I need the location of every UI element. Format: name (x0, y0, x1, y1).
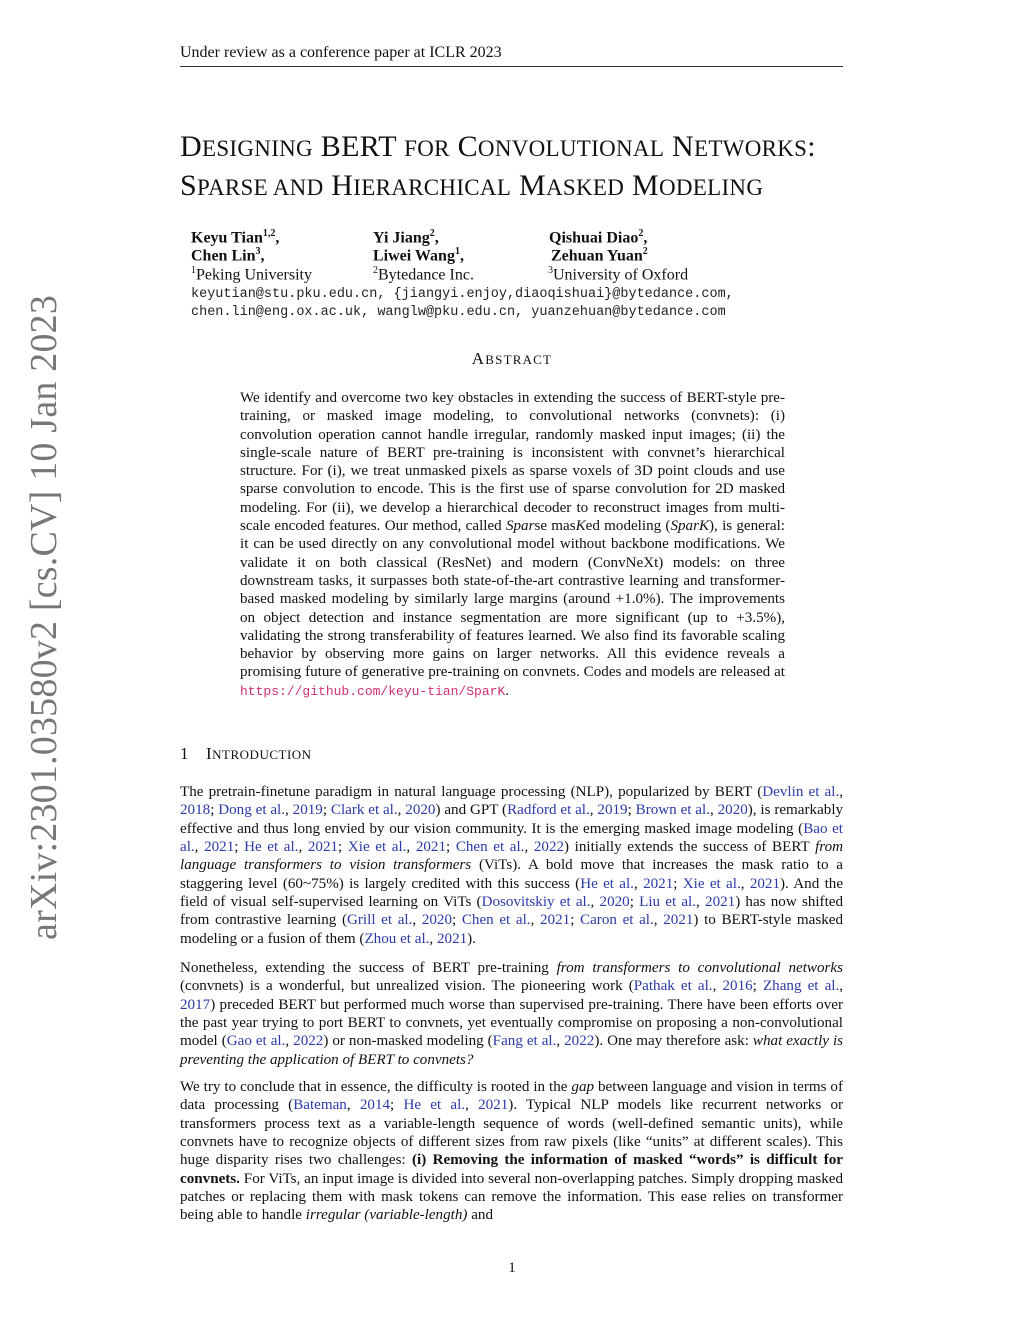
arxiv-watermark: arXiv:2301.03580v2 [cs.CV] 10 Jan 2023 (23, 294, 65, 940)
header-rule (180, 66, 843, 67)
intro-paragraph-2: Nonetheless, extending the success of BERT pre-training from transformers to convolutional networks (convnets) is a wonderful, but unrealized vision. The pioneering work (Pathak et al., 2016; Zhang et al., 2017) preceded BERT but performed much worse than supervised pre-training. There have been efforts over the past year trying to port BERT to convnets, yet eventually compromise on proposing a non-convolutional model (Gao et al., 2022) or non-masked modeling (Fang et al., 2022). One may therefore ask: what exactly is preventing the application of BERT to convnets? (180, 960, 844, 1068)
code-link[interactable]: https://github.com/keyu-tian/SparK (240, 683, 506, 699)
section-heading-introduction: 1 INTRODUCTION (180, 744, 312, 763)
author-yi-jiang: Yi Jiang$^2$, (373, 228, 439, 247)
author-liwei-wang: Liwei Wang$^1$, (373, 246, 464, 265)
affiliation-oxford: $^3$University of Oxford (548, 265, 689, 284)
paper-title (180, 128, 860, 206)
abstract-body: We identify and overcome two key obstacles in extending the success of BERT-style pre-training, or masked image modeling, to convolutional networks (convnets): (i) convolution operation cannot handle irregular, randomly masked input images; (ii) the single-scale nature of BERT pre-training is inconsistent with convnet’s hierarchical structure. For (i), we treat unmasked pixels as sparse voxels of 3D point clouds and use sparse convolution to encode. This is the first use of sparse convolution for 2D masked modeling. For (ii), we develop a hierarchical decoder to reconstruct images from multi-scale encoded features. Our method, called Sparse masKed modeling (SparK), is general: it can be used directly on any convolutional model without backbone modifications. We validate it on both classical (ResNet) and modern (ConvNeXt) models: on three downstream tasks, it surpasses both state-of-the-art contrastive learning and transformer-based masked modeling by similarly large margins (around +1.0%). The improvements on object detection and instance segmentation are more significant (up to +3.5%), validating the strong transferability of features learned. We also find its favorable scaling behavior by observing more gains on larger networks. All this evidence reveals a promising future of generative pre-training on convnets. Codes and models are released at https://github.com/keyu-tian/SparK. (240, 390, 785, 699)
title-line-1: DESIGNING BERT FOR CONVOLUTIONAL NETWORKS: (180, 130, 816, 163)
affiliation-bytedance: $^2$Bytedance Inc. (373, 265, 474, 284)
running-header: Under review as a conference paper at ICLR 2023 (180, 44, 502, 61)
emails-line-2: chen.lin@eng.ox.ac.uk, wanglw@pku.edu.cn, yuanzehuan@bytedance.com (191, 305, 726, 320)
page-number: 1 (508, 1260, 516, 1276)
author-chen-lin: Chen Lin$^3$, (191, 246, 265, 265)
affiliation-peking: $^1$Peking University (191, 265, 312, 284)
emails-line-1: keyutian@stu.pku.edu.cn, {jiangyi.enjoy,diaoqishuai}@bytedance.com, (191, 287, 734, 302)
author-zehuan-yuan: Zehuan Yuan$^2$ (551, 246, 648, 265)
intro-paragraph-3: We try to conclude that in essence, the difficulty is rooted in the gap between language and vision in terms of data processing (Bateman, 2014; He et al., 2021). Typical NLP models like recurrent networks or transformers process text as a variable-length sequence of words (well-defined semantic units), while convnets have to recognize objects of different sizes from raw pixels (like “units” at different scales). This huge disparity rises two challenges: (i) Removing the information of masked “words” is difficult for convnets. For ViTs, an input image is divided into several non-overlapping patches. Simply dropping masked patches or replacing them with mask tokens can remove the information. This ease relies on transformer being able to handle irregular (variable-length) and (180, 1079, 844, 1224)
abstract-heading: ABSTRACT (471, 349, 553, 368)
title-line-2: SPARSE AND HIERARCHICAL MASKED MODELING (180, 169, 764, 202)
author-keyu-tian: Keyu Tian$^{1,2}$, (191, 228, 280, 247)
author-qishuai-diao: Qishuai Diao$^2$, (549, 228, 648, 247)
intro-paragraph-1: The pretrain-finetune paradigm in natural language processing (NLP), popularized by BERT (Devlin et al., 2018; Dong et al., 2019; Clark et al., 2020) and GPT (Radford et al., 2019; Brown et al., 2020), is remarkably effective and thus long envied by our vision community. It is the emerging masked image modeling (Bao et al., 2021; He et al., 2021; Xie et al., 2021; Chen et al., 2022) initially extends the success of BERT from language transformers to vision transformers (ViTs). A bold move that increases the mask ratio to a staggering level (60~75%) is largely credited with this success (He et al., 2021; Xie et al., 2021). And the field of visual self-supervised learning on ViTs (Dosovitskiy et al., 2020; Liu et al., 2021) has now shifted from contrastive learning (Grill et al., 2020; Chen et al., 2021; Caron et al., 2021) to BERT-style masked modeling or a fusion of them (Zhou et al., 2021). (180, 784, 844, 947)
